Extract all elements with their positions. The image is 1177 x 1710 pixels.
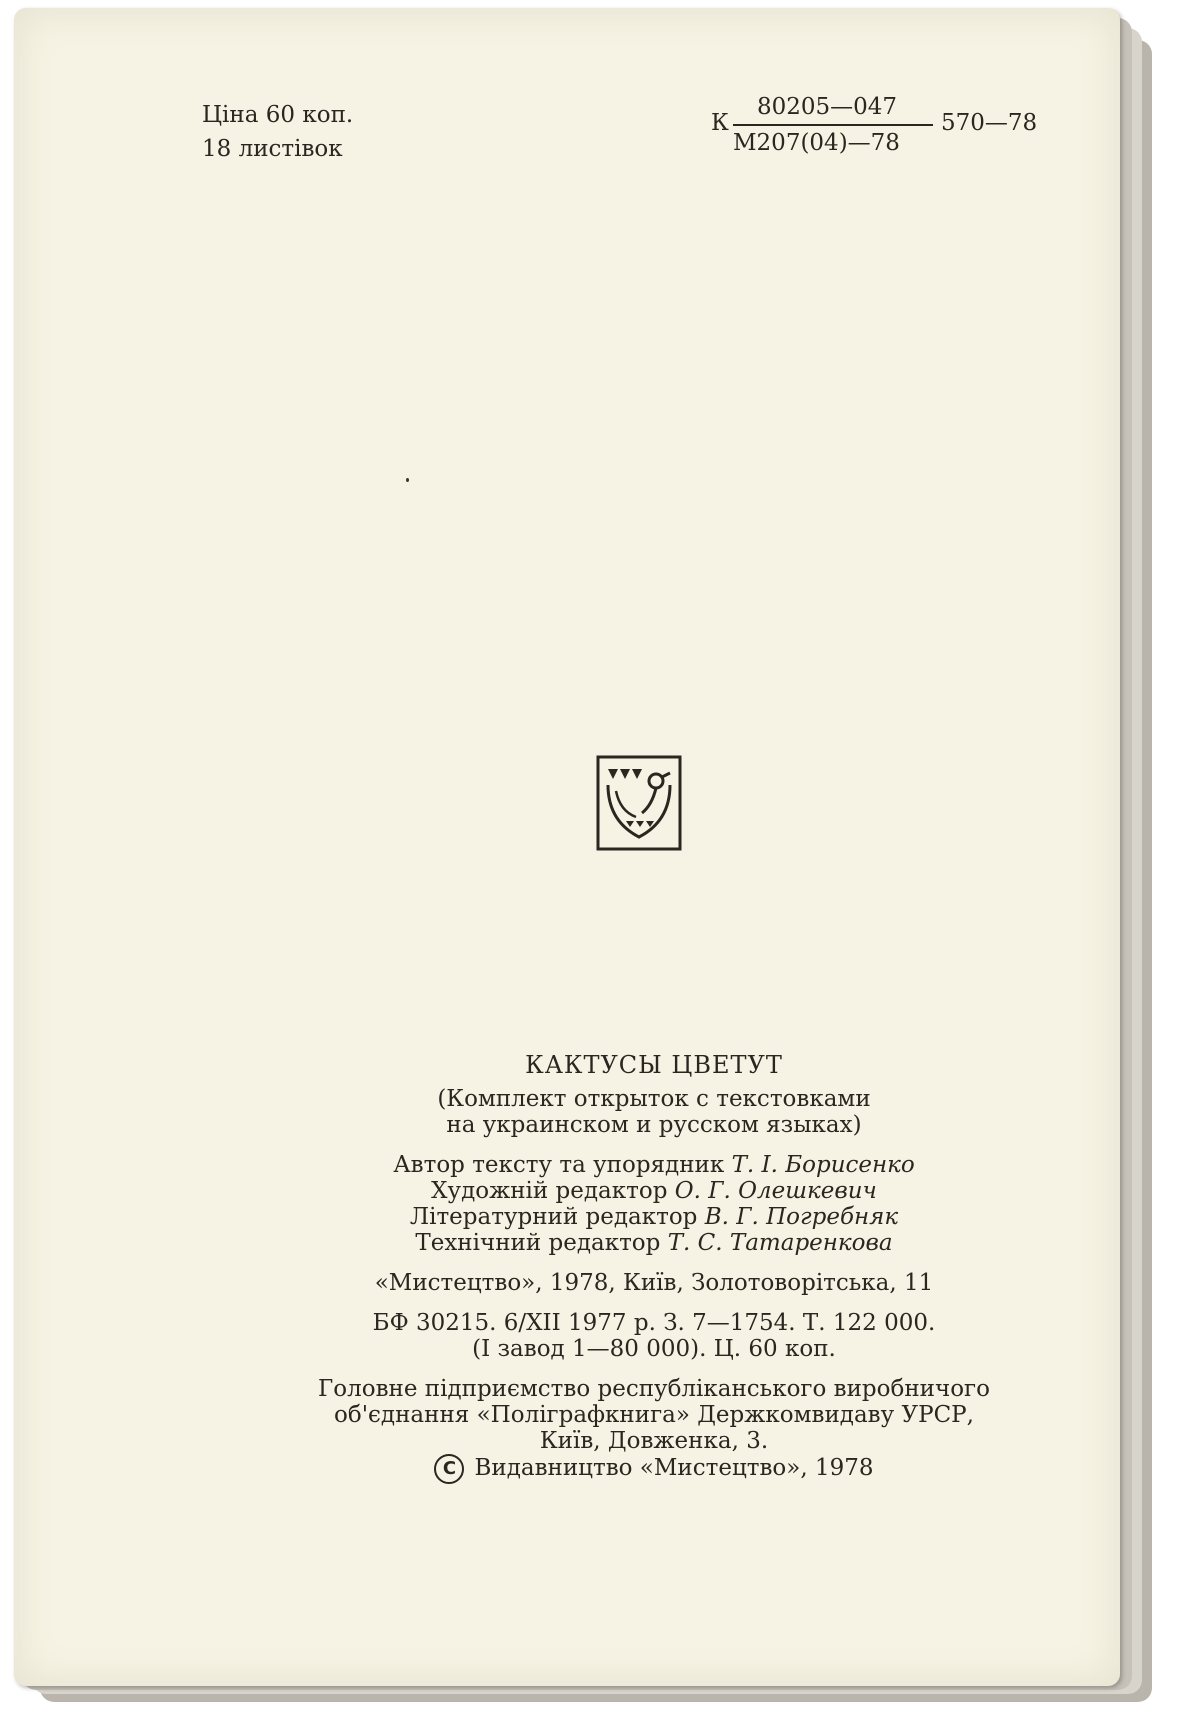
set-subtitle xyxy=(204,1086,1104,1138)
credit-name: В. Г. Погребняк xyxy=(704,1204,899,1230)
catalog-numerator: 80205—047 xyxy=(757,94,898,120)
credit-line xyxy=(204,1204,1104,1230)
credit-role: Літературний редактор xyxy=(409,1204,698,1230)
publisher-logo-icon xyxy=(596,755,682,851)
price-block xyxy=(202,98,353,166)
sheet-count-line: 18 листівок xyxy=(202,136,343,162)
credit-line xyxy=(204,1178,1104,1204)
credit-role: Автор тексту та упорядник xyxy=(393,1152,725,1178)
imprint-block xyxy=(204,1052,1104,1484)
price-line: Ціна 60 коп. xyxy=(202,102,354,128)
set-title: КАКТУСЫ ЦВЕТУТ xyxy=(525,1051,783,1079)
printer-info xyxy=(204,1376,1104,1484)
catalog-denominator: М207(04)—78 xyxy=(733,130,900,156)
print-data-line: (І завод 1—80 000). Ц. 60 коп. xyxy=(472,1336,836,1362)
fraction-bar xyxy=(733,124,933,126)
print-data-line: БФ 30215. 6/XII 1977 р. З. 7—1754. Т. 122 000. xyxy=(372,1310,936,1336)
subtitle-line: на украинском и русском языках) xyxy=(446,1112,862,1138)
credits-list xyxy=(204,1152,1104,1256)
paper-speck xyxy=(406,478,409,482)
printer-line: Головне підприємство республіканського виробничого xyxy=(318,1376,990,1402)
credit-role: Художній редактор xyxy=(431,1178,668,1204)
credit-name: Т. І. Борисенко xyxy=(731,1152,915,1178)
copyright-icon: C xyxy=(434,1454,464,1484)
publisher-address xyxy=(204,1270,1104,1296)
credit-line xyxy=(204,1152,1104,1178)
print-data xyxy=(204,1310,1104,1362)
printer-line: Київ, Довженка, 3. xyxy=(539,1428,769,1454)
copyright-line xyxy=(204,1454,1104,1484)
credit-role: Технічний редактор xyxy=(415,1230,661,1256)
catalog-fraction xyxy=(733,92,933,158)
credit-line xyxy=(204,1230,1104,1256)
credit-name: О. Г. Олешкевич xyxy=(674,1178,877,1204)
subtitle-line: (Комплект открыток с текстовками xyxy=(437,1086,871,1112)
postcard-envelope xyxy=(14,8,1120,1686)
catalog-letter: К xyxy=(711,110,729,136)
credit-name: Т. С. Татаренкова xyxy=(667,1230,893,1256)
printer-line: об'єднання «Поліграфкнига» Держкомвидаву УРСР, xyxy=(334,1402,974,1428)
publisher-line: «Мистецтво», 1978, Київ, Золотоворітська, 11 xyxy=(374,1270,934,1296)
catalog-suffix: 570—78 xyxy=(941,110,1038,136)
copyright-text: Видавництво «Мистецтво», 1978 xyxy=(474,1455,874,1481)
